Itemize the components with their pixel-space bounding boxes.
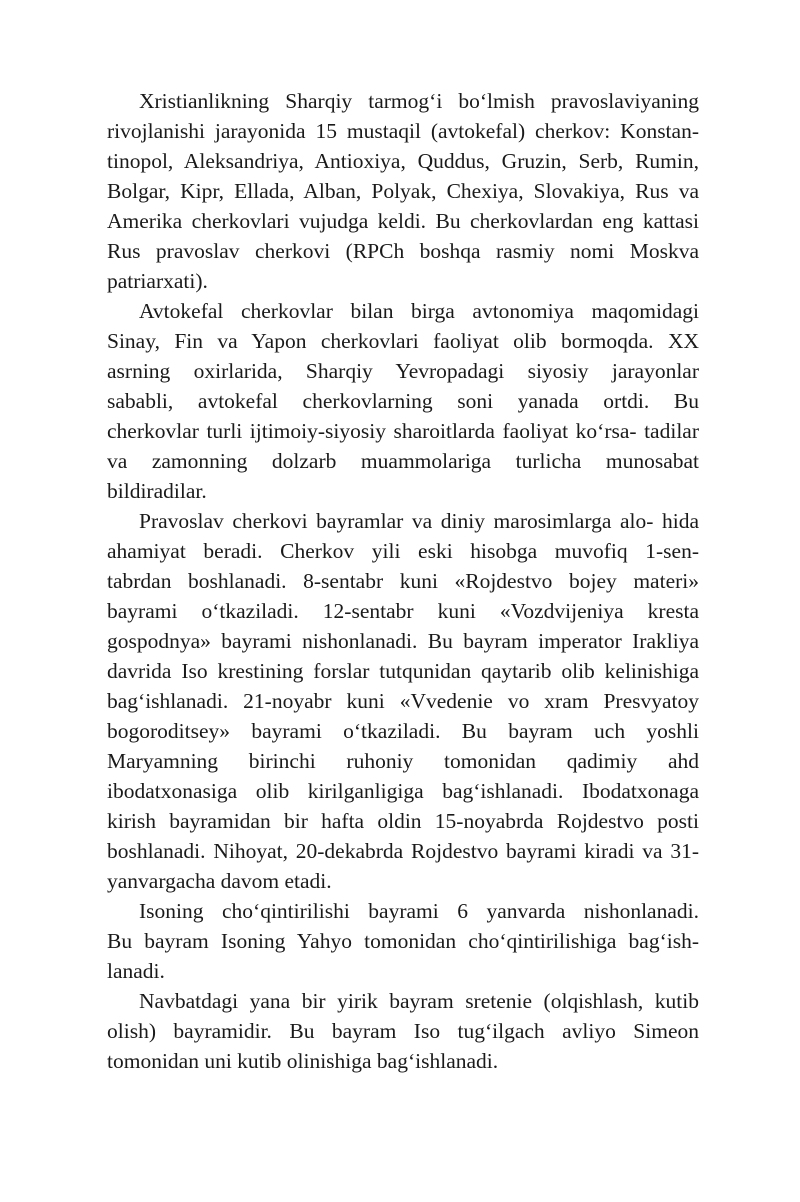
paragraph-1 [75, 86, 699, 296]
text-line: kirish bayramidan bir hafta oldin 15-noyabrda Rojdestvo posti [107, 809, 699, 833]
text-line: Sinay, Fin va Yapon cherkovlari faoliyat olib bormoqda. XX [107, 329, 699, 353]
text-line: Isoning cho‘qintirilishi bayrami 6 yanvarda nishonlanadi. [139, 899, 699, 923]
paragraph-2 [75, 296, 699, 506]
text-line: davrida Iso krestining forslar tutqunidan qaytarib olib kelinishiga [107, 659, 699, 683]
paragraph-5 [75, 986, 699, 1076]
text-line: Pravoslav cherkovi bayramlar va diniy marosimlarga alo- hida [139, 509, 699, 533]
text-line: Bu bayram Isoning Yahyo tomonidan cho‘qintirilishiga bag‘ish- [107, 929, 699, 953]
text-line: rivojlanishi jarayonida 15 mustaqil (avtokefal) cherkov: Konstan- [107, 119, 699, 143]
text-line: Maryamning birinchi ruhoniy tomonidan qadimiy ahd [107, 749, 699, 773]
text-line: boshlanadi. Nihoyat, 20-dekabrda Rojdestvo bayrami kiradi va 31- [107, 839, 699, 863]
text-line: tabrdan boshlanadi. 8-sentabr kuni «Rojdestvo bojey materi» [107, 569, 699, 593]
text-line: Avtokefal cherkovlar bilan birga avtonomiya maqomidagi [139, 299, 699, 323]
text-line: Bolgar, Kipr, Ellada, Alban, Polyak, Chexiya, Slovakiya, Rus va [107, 179, 699, 203]
paragraph-3 [75, 506, 699, 896]
text-line: va zamonning dolzarb muammolariga turlicha munosabat [107, 449, 699, 473]
paragraph-4 [75, 896, 699, 986]
text-line: cherkovlar turli ijtimoiy-siyosiy sharoitlarda faoliyat ko‘rsa- tadilar [107, 419, 699, 443]
text-line: Navbatdagi yana bir yirik bayram sretenie (olqishlash, kutib [139, 989, 699, 1013]
text-line: tomonidan uni kutib olinishiga bag‘ishlanadi. [107, 1049, 499, 1073]
text-line: bildiradilar. [107, 479, 207, 503]
text-line: Amerika cherkovlari vujudga keldi. Bu cherkovlardan eng kattasi [107, 209, 699, 233]
text-line: tinopol, Aleksandriya, Antioxiya, Quddus, Gruzin, Serb, Rumin, [107, 149, 699, 173]
text-line: patriarxati). [107, 269, 208, 293]
text-line: yanvargacha davom etadi. [107, 869, 332, 893]
text-line: sababli, avtokefal cherkovlarning soni yanada ortdi. Bu [107, 389, 699, 413]
text-line: olish) bayramidir. Bu bayram Iso tug‘ilgach avliyo Simeon [107, 1019, 699, 1043]
text-line: gospodnya» bayrami nishonlanadi. Bu bayram imperator Irakliya [107, 629, 699, 653]
text-line: Xristianlikning Sharqiy tarmog‘i bo‘lmish pravoslaviyaning [139, 89, 699, 113]
text-line: ahamiyat beradi. Cherkov yili eski hisobga muvofiq 1-sen- [107, 539, 699, 563]
text-line: Rus pravoslav cherkovi (RPCh boshqa rasmiy nomi Moskva [107, 239, 699, 263]
text-line: bayrami o‘tkaziladi. 12-sentabr kuni «Vozdvijeniya kresta [107, 599, 699, 623]
document-page [75, 86, 699, 1076]
text-line: bogoroditsey» bayrami o‘tkaziladi. Bu bayram uch yoshli [107, 719, 699, 743]
text-line: asrning oxirlarida, Sharqiy Yevropadagi siyosiy jarayonlar [107, 359, 699, 383]
text-line: ibodatxonasiga olib kirilganligiga bag‘ishlanadi. Ibodatxonaga [107, 779, 699, 803]
text-line: bag‘ishlanadi. 21-noyabr kuni «Vvedenie vo xram Presvyatoy [107, 689, 699, 713]
text-line: lanadi. [107, 959, 165, 983]
